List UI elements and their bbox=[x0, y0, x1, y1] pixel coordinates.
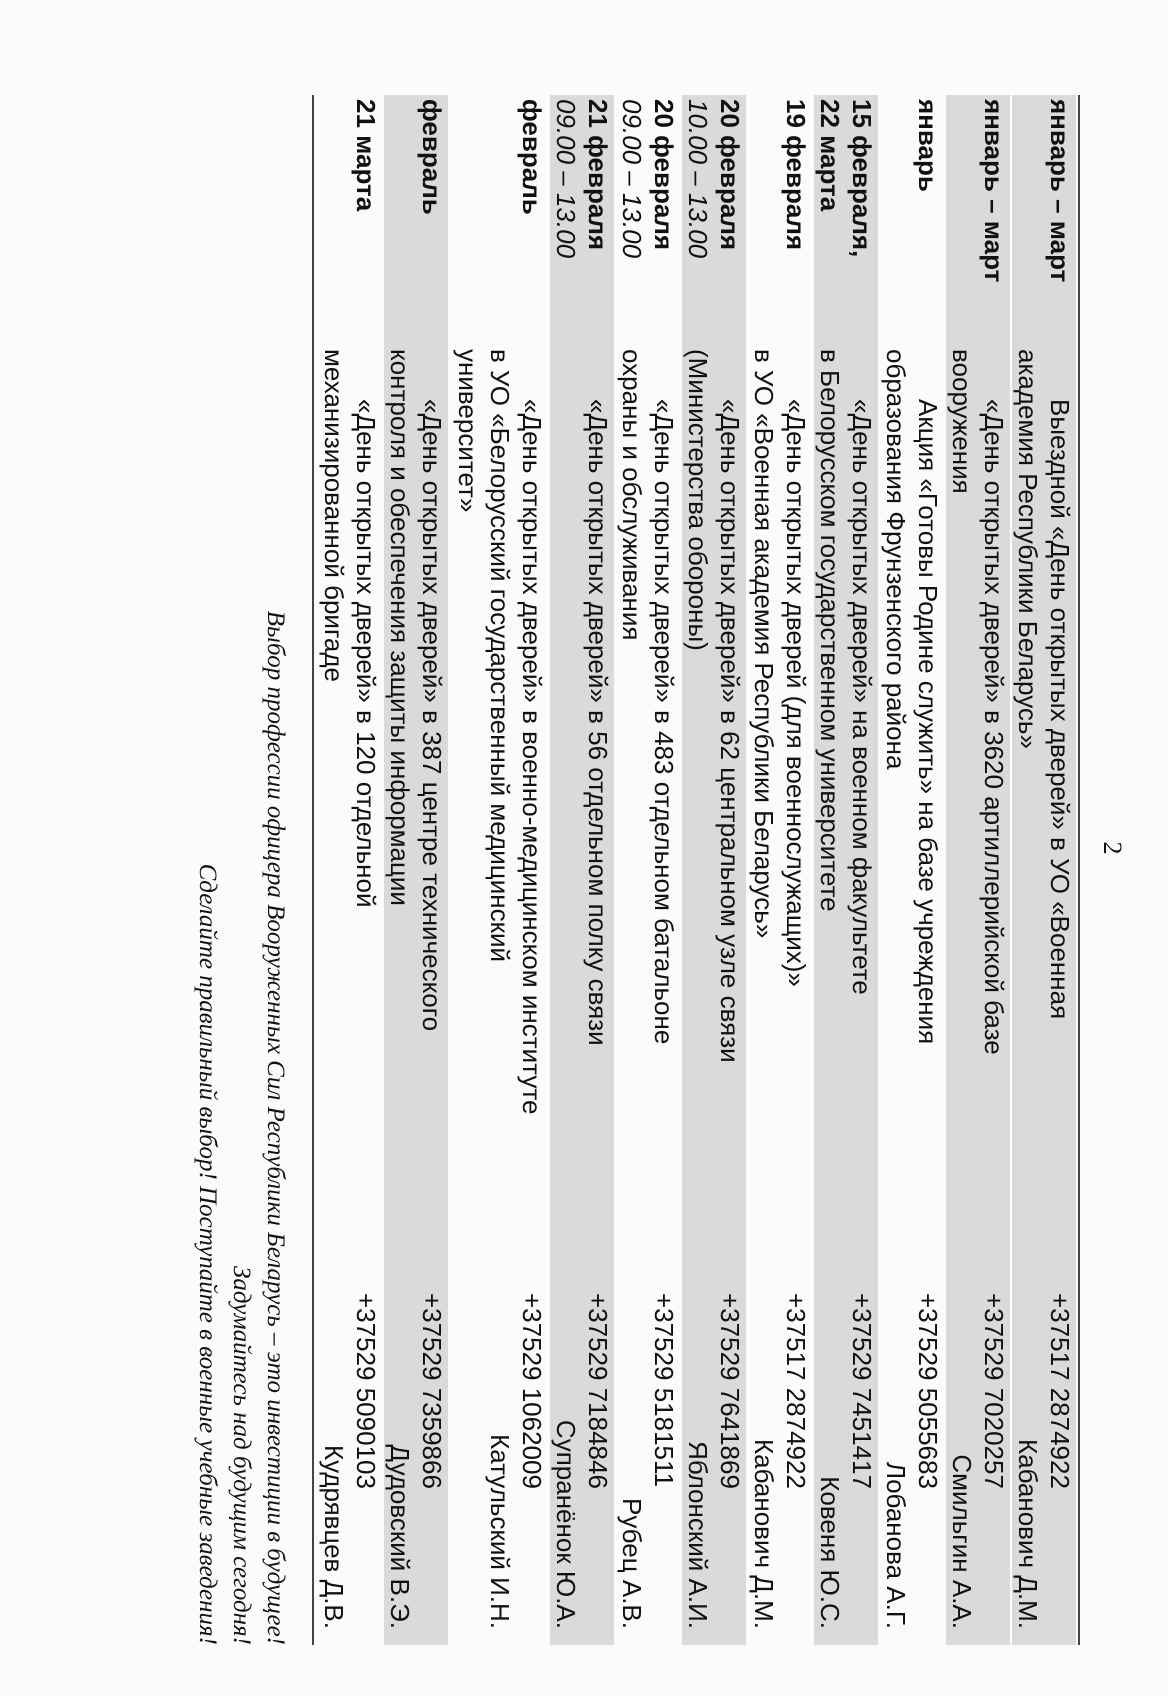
contact-person: Кабанович Д.М. bbox=[749, 1439, 779, 1629]
event-contact bbox=[1012, 1269, 1076, 1639]
contact-person: Супранёнок Ю.А. bbox=[551, 1419, 581, 1629]
event-description: «День открытых дверей» в 387 центре технического контроля и обеспечения защиты информации bbox=[385, 349, 447, 1032]
event-date: январь – март bbox=[1045, 99, 1075, 283]
footer-line: Задумайтесь над будущим сегодня! bbox=[228, 1265, 255, 1645]
event-contact bbox=[318, 1269, 382, 1639]
event-date: январь bbox=[913, 99, 943, 192]
event-row bbox=[550, 95, 614, 1645]
contact-person: Ковеня Ю.С. bbox=[815, 1476, 845, 1629]
event-contact bbox=[384, 1269, 448, 1639]
event-description: «День открытых дверей» в 56 отдельном полку связи bbox=[583, 399, 613, 1046]
event-row bbox=[450, 95, 548, 1645]
contact-phone: +37529 5181511 bbox=[649, 1293, 679, 1487]
contact-phone: +37529 1062009 bbox=[517, 1293, 547, 1489]
event-contact bbox=[946, 1269, 1010, 1639]
event-contact bbox=[450, 1269, 548, 1639]
contact-phone: +37529 7451417 bbox=[847, 1293, 877, 1489]
event-description: «День открытых дверей» в 3620 артиллерийской базе вооружения bbox=[947, 349, 1009, 1055]
event-row bbox=[384, 95, 448, 1645]
event-row bbox=[814, 95, 878, 1645]
table-top-rule bbox=[1078, 95, 1080, 1645]
event-description: «День открытых дверей» в 483 отдельном батальоне охраны и обслуживания bbox=[617, 349, 679, 1045]
event-contact bbox=[682, 1269, 746, 1639]
event-date: 20 февраля 09.00 – 13.00 bbox=[616, 95, 680, 339]
contact-phone: +37529 7184846 bbox=[583, 1293, 613, 1489]
contact-phone: +37529 7359866 bbox=[417, 1293, 447, 1489]
event-description: «День открытых дверей» в 120 отдельной механизированной бригаде bbox=[319, 349, 381, 908]
contact-person: Смильгин А.А. bbox=[947, 1454, 977, 1629]
contact-person: Кабанович Д.М. bbox=[1013, 1439, 1043, 1629]
event-row bbox=[748, 95, 812, 1645]
event-contact bbox=[880, 1269, 944, 1639]
rotated-document bbox=[80, 95, 1080, 1645]
event-description: Выездной «День открытых дверей» в УО «Военная академия Республики Беларусь» bbox=[1013, 349, 1075, 1020]
event-contact bbox=[550, 1269, 614, 1639]
event-date: февраль bbox=[517, 99, 547, 215]
contact-person: Яблонский А.И. bbox=[683, 1441, 713, 1629]
event-date: 21 февраля 09.00 – 13.00 bbox=[550, 95, 614, 339]
event-row bbox=[946, 95, 1010, 1645]
table-bottom-rule bbox=[312, 95, 314, 1645]
event-time: 10.00 – 13.00 bbox=[683, 99, 713, 259]
contact-phone: +37529 5090103 bbox=[351, 1293, 381, 1489]
event-date: 15 февраля, 22 марта bbox=[815, 99, 877, 258]
event-date: 19 февраля bbox=[781, 99, 811, 251]
contact-person: Катульский И.Н. bbox=[485, 1434, 515, 1629]
event-row bbox=[880, 95, 944, 1645]
event-description: Акция «Готовы Родине служить» на базе учреждения образования Фрунзенского района bbox=[881, 349, 943, 1045]
contact-phone: +37517 2874922 bbox=[781, 1293, 811, 1489]
contact-phone: +37529 5055683 bbox=[913, 1293, 943, 1489]
event-date: февраль bbox=[417, 99, 447, 215]
event-time: 09.00 – 13.00 bbox=[551, 99, 581, 259]
event-row bbox=[1012, 95, 1076, 1645]
contact-phone: +37529 7641869 bbox=[715, 1293, 745, 1489]
contact-person: Рубец А.В. bbox=[617, 1498, 647, 1629]
event-description: «День открытых дверей» в военно-медицинском институте в УО «Белорусский государственный медицинский университет» bbox=[453, 349, 547, 1115]
contact-phone: +37529 7020257 bbox=[979, 1293, 1009, 1489]
event-date: 20 февраля 10.00 – 13.00 bbox=[682, 95, 746, 339]
event-contact bbox=[616, 1269, 680, 1639]
event-time: 09.00 – 13.00 bbox=[617, 99, 647, 259]
event-description: «День открытых дверей» на военном факультете в Белорусском государственном университете bbox=[815, 349, 877, 995]
event-row bbox=[318, 95, 382, 1645]
event-description: «День открытых дверей (для военнослужащих)» в УО «Военная академия Республики Беларусь» bbox=[749, 349, 811, 987]
event-description: «День открытых дверей» в 62 центральном узле связи (Министерства обороны) bbox=[683, 349, 745, 1063]
event-row bbox=[616, 95, 680, 1645]
contact-person: Кудрявцев Д.В. bbox=[319, 1444, 349, 1629]
footer-line: Выбор профессии офицера Вооруженных Сил Республики Беларусь – это инвестиции в будущее! bbox=[262, 610, 289, 1645]
contact-person: Дудовский В.Э. bbox=[385, 1444, 415, 1629]
footer-line: Сделайте правильный выбор! Поступайте в военные учебные заведения! bbox=[194, 863, 221, 1645]
event-contact bbox=[814, 1269, 878, 1639]
contact-person: Лобанова А.Г. bbox=[881, 1462, 911, 1629]
event-date: 21 марта bbox=[351, 99, 381, 212]
event-row bbox=[682, 95, 746, 1645]
event-contact bbox=[748, 1269, 812, 1639]
contact-phone: +37517 2874922 bbox=[1045, 1293, 1075, 1489]
event-date: январь – март bbox=[979, 99, 1009, 283]
page-number: 2 bbox=[1098, 841, 1127, 855]
